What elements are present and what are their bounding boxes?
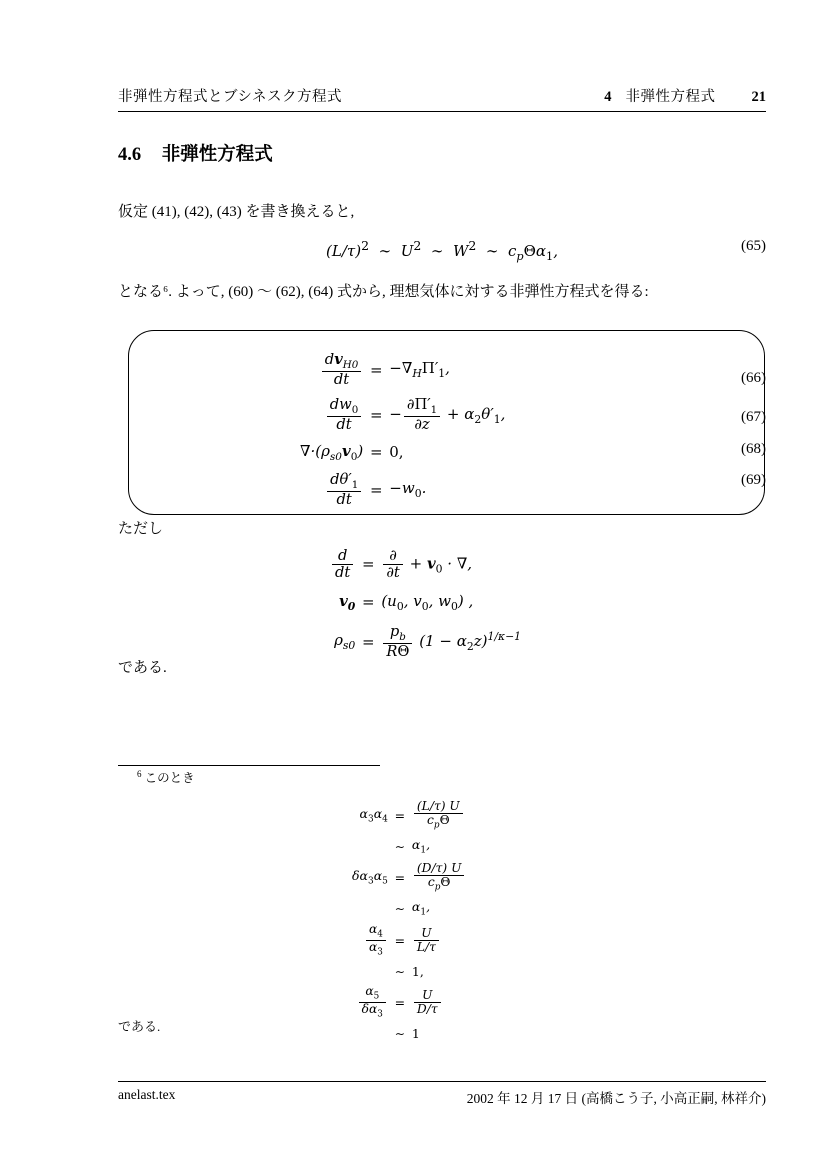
footnote-eq3-rhs: $\frac{U}{L/\tau}$ [412, 927, 467, 954]
equation-69-lhs: $\frac{d\theta'_1}{dt}$ [300, 472, 363, 508]
equation-69-rhs: $-w_0$. [389, 479, 427, 501]
definition-rho-lhs: $\rho_{s0}$ [334, 631, 356, 653]
footnote-rule [118, 765, 380, 766]
paragraph-dearu-1: である. [118, 660, 167, 676]
running-head-right [604, 85, 766, 106]
page-number: 21 [751, 89, 766, 105]
equation-66-rhs: $-\nabla_H\Pi'_1$, [389, 359, 450, 381]
footnote-eq4-rhs: $\frac{U}{D/\tau}$ [412, 989, 467, 1016]
footnote-eq2b-rhs: $\alpha_1$, [411, 898, 431, 918]
footnote-eq3b-rhs: 1, [411, 964, 424, 980]
paragraph-where: ただし [118, 521, 164, 537]
definition-rho-relation: = [362, 632, 375, 651]
definition-ddt-rhs: $\frac{\partial}{\partial t}$ + $v_0$ · ∇, [381, 548, 521, 581]
running-head-section-title: 非弾性方程式 [625, 89, 716, 105]
footnote-eq3b-relation: ∼ [394, 964, 406, 980]
equation-65 [118, 238, 766, 263]
definition-v0-rhs: ($u_0$, $v_0$, $w_0$) , [381, 591, 474, 613]
footnote [137, 768, 195, 786]
footnote-eq4-relation: = [394, 995, 406, 1011]
equation-68-number: (68) [741, 441, 766, 457]
running-head-section-number: 4 [604, 89, 612, 105]
footnote-eq1b-rhs: $\alpha_1$, [411, 837, 431, 856]
definition-ddt-relation: = [362, 555, 375, 574]
footer-filename: anelast.tex [118, 1087, 176, 1102]
equation-group-66-69 [300, 352, 505, 508]
footnote-eq4b-rhs: 1 [411, 1026, 420, 1042]
equation-66-relation: = [369, 360, 383, 379]
equation-65-body: $(L/\tau)^2$ ∼ $U^2$ ∼ $W^2$ ∼ $c_p\Theta\alpha_1$, [326, 238, 558, 263]
footnote-eq1-rhs: $\frac{(L/\tau) U}{c_p\Theta}$ [412, 800, 467, 831]
running-head-left-title: 非弾性方程式とブシネスク方程式 [118, 89, 342, 105]
equation-67-rhs: − $\frac{\partial\Pi'_1}{\partial z}$ + $\alpha_2\theta'_1$, [389, 395, 506, 433]
footnote-eq2b-relation: ∼ [394, 900, 406, 916]
footnote-eq4-lhs: $\frac{\alpha_5}{\delta\alpha_3}$ [352, 985, 388, 1020]
paragraph-derivation: となる⁶. よって, (60) 〜 (62), (64) 式から, 理想気体に対する非弾性方程式を得る: [118, 284, 649, 300]
equation-68-relation: = [369, 443, 383, 462]
equation-65-number: (65) [741, 238, 766, 254]
equation-69-relation: = [369, 480, 383, 499]
section-heading-title: 非弾性方程式 [161, 145, 273, 165]
page-footer [118, 1087, 766, 1107]
footer-rule [118, 1081, 766, 1082]
footer-credit: 2002 年 12 月 17 日 (高橋こう子, 小高正嗣, 林祥介) [466, 1091, 766, 1106]
footnote-eq3-relation: = [394, 933, 406, 949]
footnote-eq2-lhs: $\delta\alpha_3\alpha_5$ [352, 868, 388, 887]
footnote-marker: 6 [137, 768, 142, 779]
section-heading [118, 140, 273, 166]
footnote-eq1b-relation: ∼ [394, 838, 406, 854]
footnote-eq2-relation: = [394, 869, 406, 885]
definition-rho-rhs: $\frac{p_b}{R\Theta}$ $(1 - \alpha_2z)^{1/\kappa-1}$ [381, 624, 521, 660]
footnote-eq4b-relation: ∼ [394, 1026, 406, 1042]
equation-68-rhs: 0, [389, 443, 404, 462]
definition-ddt-lhs: $\frac{d}{dt}$ [330, 548, 355, 581]
equation-66-number: (66) [741, 370, 766, 386]
definition-v0-lhs: $v_0$ [339, 591, 356, 613]
equation-66-lhs: $\frac{dv_{H0}}{dt}$ [300, 352, 363, 388]
footnote-eq3-lhs: $\frac{\alpha_4}{\alpha_3}$ [352, 923, 388, 958]
equation-69-number: (69) [741, 472, 766, 488]
footnote-eq1-lhs: $\alpha_3\alpha_4$ [359, 806, 388, 825]
definition-v0-relation: = [362, 593, 375, 612]
footnote-eq2-rhs: $\frac{(D/\tau) U}{c_p\Theta}$ [412, 862, 467, 893]
equation-group-definitions [330, 548, 521, 660]
equation-67-number: (67) [741, 409, 766, 425]
equation-67-relation: = [369, 405, 383, 424]
footnote-eq1-relation: = [394, 808, 406, 824]
paragraph-assumptions: 仮定 (41), (42), (43) を書き換えると, [118, 204, 355, 220]
equation-group-footnote [352, 800, 466, 1041]
equation-68-lhs: $\nabla\cdot(\rho_{s0}v_0)$ [300, 441, 364, 463]
paragraph-dearu-2: である. [118, 1019, 161, 1034]
running-head [118, 85, 766, 112]
footnote-text: このとき [144, 771, 195, 785]
section-heading-number: 4.6 [118, 145, 142, 165]
equation-67-lhs: $\frac{dw_0}{dt}$ [300, 397, 363, 433]
